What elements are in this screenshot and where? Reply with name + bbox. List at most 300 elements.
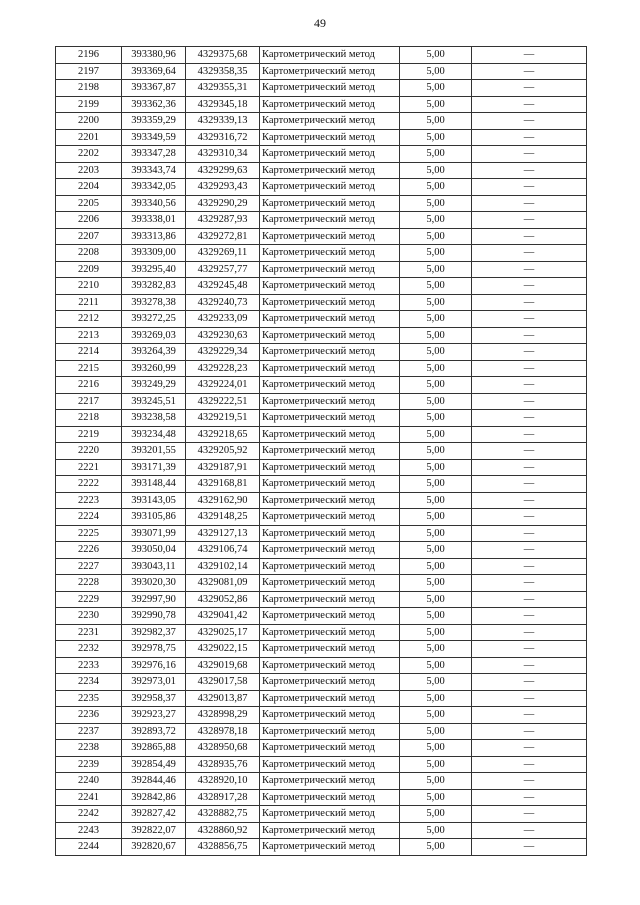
accuracy-cell: 5,00 [400,426,472,443]
y-coordinate-cell: 4329205,92 [186,443,260,460]
description-cell: — [472,789,587,806]
table-row [56,228,587,245]
method-cell: Картометрический метод [260,641,400,658]
point-number-cell: 2210 [56,278,122,295]
x-coordinate-cell: 392893,72 [122,723,186,740]
y-coordinate-cell: 4329339,13 [186,113,260,130]
point-number-cell: 2215 [56,360,122,377]
y-coordinate-cell: 4329025,17 [186,624,260,641]
table-row [56,129,587,146]
accuracy-cell: 5,00 [400,360,472,377]
method-cell: Картометрический метод [260,822,400,839]
table-row [56,558,587,575]
accuracy-cell: 5,00 [400,624,472,641]
description-cell: — [472,63,587,80]
x-coordinate-cell: 393272,25 [122,311,186,328]
x-coordinate-cell: 393282,83 [122,278,186,295]
method-cell: Картометрический метод [260,690,400,707]
description-cell: — [472,80,587,97]
table-row [56,443,587,460]
y-coordinate-cell: 4329022,15 [186,641,260,658]
point-number-cell: 2235 [56,690,122,707]
table-row [56,410,587,427]
method-cell: Картометрический метод [260,839,400,856]
point-number-cell: 2205 [56,195,122,212]
y-coordinate-cell: 4329162,90 [186,492,260,509]
coordinates-table-body [56,47,587,856]
table-row [56,146,587,163]
accuracy-cell: 5,00 [400,558,472,575]
y-coordinate-cell: 4329269,11 [186,245,260,262]
x-coordinate-cell: 393343,74 [122,162,186,179]
point-number-cell: 2224 [56,509,122,526]
accuracy-cell: 5,00 [400,690,472,707]
point-number-cell: 2229 [56,591,122,608]
y-coordinate-cell: 4328935,76 [186,756,260,773]
description-cell: — [472,707,587,724]
point-number-cell: 2218 [56,410,122,427]
y-coordinate-cell: 4328882,75 [186,806,260,823]
description-cell: — [472,47,587,64]
description-cell: — [472,278,587,295]
accuracy-cell: 5,00 [400,179,472,196]
table-row [56,707,587,724]
y-coordinate-cell: 4329229,34 [186,344,260,361]
method-cell: Картометрический метод [260,162,400,179]
description-cell: — [472,459,587,476]
description-cell: — [472,492,587,509]
point-number-cell: 2198 [56,80,122,97]
y-coordinate-cell: 4329287,93 [186,212,260,229]
description-cell: — [472,657,587,674]
accuracy-cell: 5,00 [400,509,472,526]
y-coordinate-cell: 4329127,13 [186,525,260,542]
table-row [56,624,587,641]
description-cell: — [472,245,587,262]
y-coordinate-cell: 4329168,81 [186,476,260,493]
point-number-cell: 2228 [56,575,122,592]
method-cell: Картометрический метод [260,558,400,575]
table-row [56,344,587,361]
point-number-cell: 2232 [56,641,122,658]
description-cell: — [472,525,587,542]
method-cell: Картометрический метод [260,245,400,262]
y-coordinate-cell: 4328856,75 [186,839,260,856]
point-number-cell: 2211 [56,294,122,311]
x-coordinate-cell: 393245,51 [122,393,186,410]
y-coordinate-cell: 4329148,25 [186,509,260,526]
accuracy-cell: 5,00 [400,542,472,559]
description-cell: — [472,806,587,823]
x-coordinate-cell: 392844,46 [122,773,186,790]
x-coordinate-cell: 393043,11 [122,558,186,575]
table-row [56,360,587,377]
x-coordinate-cell: 393020,30 [122,575,186,592]
accuracy-cell: 5,00 [400,212,472,229]
method-cell: Картометрический метод [260,113,400,130]
description-cell: — [472,261,587,278]
x-coordinate-cell: 393342,05 [122,179,186,196]
y-coordinate-cell: 4329013,87 [186,690,260,707]
x-coordinate-cell: 393359,29 [122,113,186,130]
accuracy-cell: 5,00 [400,476,472,493]
x-coordinate-cell: 393362,36 [122,96,186,113]
table-row [56,377,587,394]
accuracy-cell: 5,00 [400,707,472,724]
y-coordinate-cell: 4329187,91 [186,459,260,476]
y-coordinate-cell: 4329272,81 [186,228,260,245]
accuracy-cell: 5,00 [400,294,472,311]
table-row [56,294,587,311]
table-row [56,47,587,64]
point-number-cell: 2208 [56,245,122,262]
method-cell: Картометрический метод [260,360,400,377]
accuracy-cell: 5,00 [400,63,472,80]
table-row [56,426,587,443]
method-cell: Картометрический метод [260,674,400,691]
method-cell: Картометрический метод [260,129,400,146]
y-coordinate-cell: 4329345,18 [186,96,260,113]
accuracy-cell: 5,00 [400,311,472,328]
description-cell: — [472,542,587,559]
point-number-cell: 2236 [56,707,122,724]
x-coordinate-cell: 392976,16 [122,657,186,674]
accuracy-cell: 5,00 [400,839,472,856]
point-number-cell: 2223 [56,492,122,509]
table-row [56,525,587,542]
method-cell: Картометрический метод [260,789,400,806]
accuracy-cell: 5,00 [400,740,472,757]
table-row [56,63,587,80]
accuracy-cell: 5,00 [400,228,472,245]
method-cell: Картометрический метод [260,509,400,526]
table-row [56,80,587,97]
method-cell: Картометрический метод [260,575,400,592]
x-coordinate-cell: 393309,00 [122,245,186,262]
table-row [56,393,587,410]
table-row [56,723,587,740]
description-cell: — [472,822,587,839]
method-cell: Картометрический метод [260,740,400,757]
accuracy-cell: 5,00 [400,575,472,592]
x-coordinate-cell: 393171,39 [122,459,186,476]
table-row [56,459,587,476]
table-row [56,113,587,130]
y-coordinate-cell: 4329310,34 [186,146,260,163]
table-row [56,311,587,328]
table-row [56,756,587,773]
table-row [56,839,587,856]
x-coordinate-cell: 392973,01 [122,674,186,691]
table-row [56,773,587,790]
accuracy-cell: 5,00 [400,723,472,740]
accuracy-cell: 5,00 [400,113,472,130]
method-cell: Картометрический метод [260,195,400,212]
method-cell: Картометрический метод [260,806,400,823]
description-cell: — [472,360,587,377]
method-cell: Картометрический метод [260,443,400,460]
accuracy-cell: 5,00 [400,344,472,361]
method-cell: Картометрический метод [260,228,400,245]
x-coordinate-cell: 393143,05 [122,492,186,509]
x-coordinate-cell: 393201,55 [122,443,186,460]
x-coordinate-cell: 392997,90 [122,591,186,608]
y-coordinate-cell: 4328917,28 [186,789,260,806]
point-number-cell: 2221 [56,459,122,476]
y-coordinate-cell: 4329102,14 [186,558,260,575]
y-coordinate-cell: 4328978,18 [186,723,260,740]
y-coordinate-cell: 4329358,35 [186,63,260,80]
x-coordinate-cell: 392842,86 [122,789,186,806]
description-cell: — [472,756,587,773]
table-row [56,674,587,691]
table-row [56,542,587,559]
table-row [56,278,587,295]
method-cell: Картометрический метод [260,492,400,509]
y-coordinate-cell: 4329222,51 [186,393,260,410]
description-cell: — [472,96,587,113]
accuracy-cell: 5,00 [400,443,472,460]
method-cell: Картометрический метод [260,344,400,361]
table-row [56,476,587,493]
x-coordinate-cell: 393249,29 [122,377,186,394]
y-coordinate-cell: 4329224,01 [186,377,260,394]
x-coordinate-cell: 393340,56 [122,195,186,212]
table-row [56,492,587,509]
accuracy-cell: 5,00 [400,591,472,608]
accuracy-cell: 5,00 [400,459,472,476]
method-cell: Картометрический метод [260,657,400,674]
table-row [56,245,587,262]
x-coordinate-cell: 393264,39 [122,344,186,361]
point-number-cell: 2222 [56,476,122,493]
x-coordinate-cell: 392865,88 [122,740,186,757]
x-coordinate-cell: 393313,86 [122,228,186,245]
description-cell: — [472,575,587,592]
x-coordinate-cell: 392990,78 [122,608,186,625]
point-number-cell: 2237 [56,723,122,740]
table-row [56,195,587,212]
accuracy-cell: 5,00 [400,410,472,427]
description-cell: — [472,113,587,130]
method-cell: Картометрический метод [260,212,400,229]
x-coordinate-cell: 393369,64 [122,63,186,80]
method-cell: Картометрический метод [260,459,400,476]
y-coordinate-cell: 4329293,43 [186,179,260,196]
method-cell: Картометрический метод [260,773,400,790]
description-cell: — [472,624,587,641]
point-number-cell: 2203 [56,162,122,179]
y-coordinate-cell: 4329019,68 [186,657,260,674]
description-cell: — [472,212,587,229]
x-coordinate-cell: 392923,27 [122,707,186,724]
accuracy-cell: 5,00 [400,674,472,691]
y-coordinate-cell: 4329375,68 [186,47,260,64]
description-cell: — [472,146,587,163]
x-coordinate-cell: 393295,40 [122,261,186,278]
accuracy-cell: 5,00 [400,261,472,278]
point-number-cell: 2231 [56,624,122,641]
x-coordinate-cell: 393238,58 [122,410,186,427]
description-cell: — [472,393,587,410]
description-cell: — [472,129,587,146]
accuracy-cell: 5,00 [400,129,472,146]
accuracy-cell: 5,00 [400,773,472,790]
x-coordinate-cell: 393269,03 [122,327,186,344]
table-row [56,327,587,344]
accuracy-cell: 5,00 [400,657,472,674]
method-cell: Картометрический метод [260,278,400,295]
y-coordinate-cell: 4329290,29 [186,195,260,212]
y-coordinate-cell: 4329218,65 [186,426,260,443]
method-cell: Картометрический метод [260,723,400,740]
y-coordinate-cell: 4328860,92 [186,822,260,839]
x-coordinate-cell: 393105,86 [122,509,186,526]
point-number-cell: 2201 [56,129,122,146]
method-cell: Картометрический метод [260,591,400,608]
description-cell: — [472,773,587,790]
description-cell: — [472,344,587,361]
table-row [56,641,587,658]
y-coordinate-cell: 4329245,48 [186,278,260,295]
accuracy-cell: 5,00 [400,806,472,823]
method-cell: Картометрический метод [260,476,400,493]
description-cell: — [472,311,587,328]
x-coordinate-cell: 393367,87 [122,80,186,97]
method-cell: Картометрический метод [260,608,400,625]
method-cell: Картометрический метод [260,624,400,641]
point-number-cell: 2212 [56,311,122,328]
description-cell: — [472,410,587,427]
accuracy-cell: 5,00 [400,278,472,295]
point-number-cell: 2242 [56,806,122,823]
description-cell: — [472,443,587,460]
description-cell: — [472,327,587,344]
point-number-cell: 2234 [56,674,122,691]
point-number-cell: 2230 [56,608,122,625]
accuracy-cell: 5,00 [400,789,472,806]
point-number-cell: 2241 [56,789,122,806]
x-coordinate-cell: 393148,44 [122,476,186,493]
point-number-cell: 2196 [56,47,122,64]
accuracy-cell: 5,00 [400,146,472,163]
y-coordinate-cell: 4329257,77 [186,261,260,278]
point-number-cell: 2220 [56,443,122,460]
accuracy-cell: 5,00 [400,393,472,410]
table-row [56,789,587,806]
method-cell: Картометрический метод [260,146,400,163]
point-number-cell: 2239 [56,756,122,773]
y-coordinate-cell: 4329106,74 [186,542,260,559]
method-cell: Картометрический метод [260,756,400,773]
accuracy-cell: 5,00 [400,756,472,773]
y-coordinate-cell: 4329316,72 [186,129,260,146]
accuracy-cell: 5,00 [400,47,472,64]
method-cell: Картометрический метод [260,96,400,113]
description-cell: — [472,839,587,856]
x-coordinate-cell: 392958,37 [122,690,186,707]
accuracy-cell: 5,00 [400,327,472,344]
method-cell: Картометрический метод [260,80,400,97]
point-number-cell: 2200 [56,113,122,130]
point-number-cell: 2227 [56,558,122,575]
description-cell: — [472,377,587,394]
table-row [56,179,587,196]
method-cell: Картометрический метод [260,377,400,394]
description-cell: — [472,558,587,575]
accuracy-cell: 5,00 [400,195,472,212]
point-number-cell: 2244 [56,839,122,856]
x-coordinate-cell: 392978,75 [122,641,186,658]
accuracy-cell: 5,00 [400,80,472,97]
y-coordinate-cell: 4329041,42 [186,608,260,625]
description-cell: — [472,674,587,691]
point-number-cell: 2233 [56,657,122,674]
method-cell: Картометрический метод [260,707,400,724]
description-cell: — [472,641,587,658]
description-cell: — [472,723,587,740]
point-number-cell: 2204 [56,179,122,196]
method-cell: Картометрический метод [260,525,400,542]
y-coordinate-cell: 4329355,31 [186,80,260,97]
description-cell: — [472,690,587,707]
point-number-cell: 2202 [56,146,122,163]
table-row [56,212,587,229]
point-number-cell: 2217 [56,393,122,410]
method-cell: Картометрический метод [260,393,400,410]
method-cell: Картометрический метод [260,311,400,328]
description-cell: — [472,608,587,625]
accuracy-cell: 5,00 [400,641,472,658]
accuracy-cell: 5,00 [400,608,472,625]
point-number-cell: 2209 [56,261,122,278]
coordinates-table [55,46,587,856]
description-cell: — [472,179,587,196]
method-cell: Картометрический метод [260,294,400,311]
point-number-cell: 2219 [56,426,122,443]
point-number-cell: 2199 [56,96,122,113]
description-cell: — [472,426,587,443]
y-coordinate-cell: 4329240,73 [186,294,260,311]
description-cell: — [472,591,587,608]
x-coordinate-cell: 392822,07 [122,822,186,839]
accuracy-cell: 5,00 [400,162,472,179]
x-coordinate-cell: 392820,67 [122,839,186,856]
table-row [56,509,587,526]
method-cell: Картометрический метод [260,179,400,196]
table-row [56,822,587,839]
table-row [56,575,587,592]
table-row [56,591,587,608]
description-cell: — [472,162,587,179]
y-coordinate-cell: 4329017,58 [186,674,260,691]
y-coordinate-cell: 4328920,10 [186,773,260,790]
y-coordinate-cell: 4329219,51 [186,410,260,427]
y-coordinate-cell: 4329233,09 [186,311,260,328]
table-row [56,740,587,757]
accuracy-cell: 5,00 [400,525,472,542]
x-coordinate-cell: 393050,04 [122,542,186,559]
point-number-cell: 2226 [56,542,122,559]
point-number-cell: 2206 [56,212,122,229]
accuracy-cell: 5,00 [400,377,472,394]
method-cell: Картометрический метод [260,47,400,64]
description-cell: — [472,294,587,311]
page-number: 49 [314,16,326,30]
y-coordinate-cell: 4328950,68 [186,740,260,757]
table-row [56,608,587,625]
point-number-cell: 2213 [56,327,122,344]
